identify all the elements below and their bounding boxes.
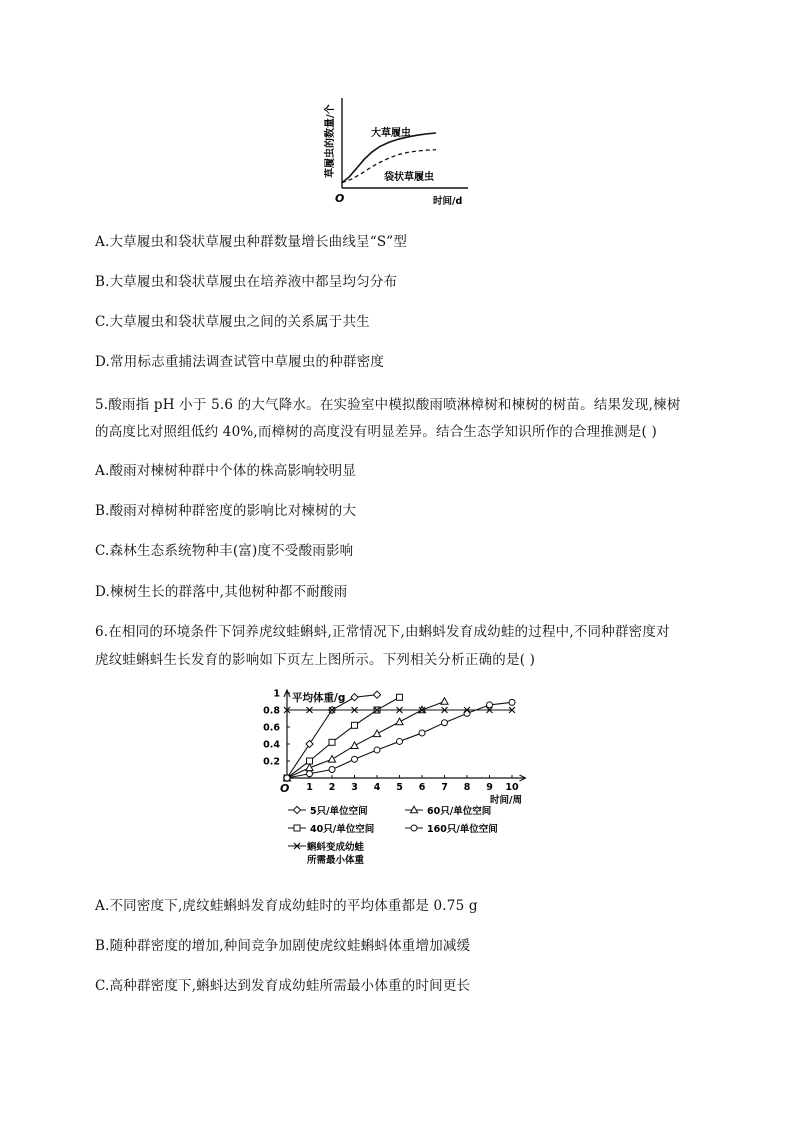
chart2-legend-marker-40 bbox=[294, 825, 300, 831]
chart2-point-160 bbox=[509, 699, 515, 705]
q4-option-c: C.大草履虫和袋状草履虫之间的关系属于共生 bbox=[95, 314, 370, 330]
chart2-line-40 bbox=[287, 697, 400, 778]
chart2-x-tick-label: 5 bbox=[396, 782, 403, 793]
chart2-point-160 bbox=[397, 738, 403, 744]
chart2-point-40 bbox=[329, 739, 335, 745]
chart2-point-5 bbox=[351, 694, 358, 701]
chart2-x-tick-label: 2 bbox=[328, 782, 336, 793]
chart2-point-60 bbox=[441, 698, 448, 705]
chart1-series-label-large: 大草履虫 bbox=[371, 128, 411, 139]
chart2-x-tick-label: 10 bbox=[505, 782, 519, 793]
chart2-ylabel: 平均体重/g bbox=[292, 692, 346, 704]
q5-option-a: A.酸雨对楝树种群中个体的株高影响较明显 bbox=[95, 463, 357, 479]
chart2-point-160 bbox=[374, 747, 380, 753]
q5-stem-line2: 的高度比对照组低约 40%,而樟树的高度没有明显差异。结合生态学知识所作的合理推测是( ) bbox=[95, 424, 657, 440]
chart2-point-60 bbox=[351, 742, 358, 749]
chart2-point-40 bbox=[397, 694, 403, 700]
chart2-legend-label-min-weight: 蝌蚪变成幼蛙所需最小体重 bbox=[307, 842, 365, 866]
chart1-origin: O bbox=[335, 192, 345, 205]
chart2-x-tick-label: 8 bbox=[463, 782, 471, 793]
q5-option-d: D.楝树生长的群落中,其他树种都不耐酸雨 bbox=[95, 584, 348, 600]
paramecium-chart bbox=[0, 0, 794, 215]
chart2-point-5 bbox=[373, 691, 380, 698]
chart2-legend-label-40: 40只/单位空间 bbox=[310, 824, 375, 835]
chart2-point-5 bbox=[306, 740, 313, 747]
chart2-x-tick-label: 3 bbox=[351, 782, 358, 793]
chart1-series-label-pouch: 袋状草履虫 bbox=[384, 172, 434, 183]
chart2-y-tick-label: 0.4 bbox=[263, 739, 280, 751]
chart2-point-60 bbox=[373, 730, 380, 737]
chart2-y-tick-label: 0.6 bbox=[263, 722, 280, 734]
chart2-x-tick-label: 7 bbox=[441, 782, 448, 793]
chart2-point-40 bbox=[352, 722, 358, 728]
chart2-point-160 bbox=[487, 702, 493, 708]
q5-option-c: C.森林生态系统物种丰(富)度不受酸雨影响 bbox=[95, 543, 354, 559]
q6-stem-line1: 6.在相同的环境条件下饲养虎纹蛙蝌蚪,正常情况下,由蝌蚪发育成幼蛙的过程中,不同种群密度对 bbox=[95, 624, 670, 640]
chart2-legend-marker-5 bbox=[293, 806, 300, 813]
chart2-y-tick-label: 1 bbox=[273, 688, 280, 700]
chart2-legend-label-160: 160只/单位空间 bbox=[427, 824, 498, 835]
chart2-point-60 bbox=[328, 756, 335, 763]
chart2-xlabel: 时间/周 bbox=[490, 795, 522, 806]
chart2-y-tick-label: 0.8 bbox=[263, 705, 280, 717]
chart2-x-tick-label: 9 bbox=[486, 782, 493, 793]
chart2-x-tick-label: 1 bbox=[306, 782, 313, 793]
q6-option-b: B.随种群密度的增加,种间竞争加剧使虎纹蛙蝌蚪体重增加减缓 bbox=[95, 938, 471, 954]
chart1-xlabel: 时间/d bbox=[433, 196, 463, 207]
chart2-legend-label-60: 60只/单位空间 bbox=[427, 806, 492, 817]
q4-option-a: A.大草履虫和袋状草履虫种群数量增长曲线呈“S”型 bbox=[95, 234, 408, 250]
chart2-y-tick-label: 0.2 bbox=[263, 756, 280, 768]
chart2-origin: O bbox=[280, 782, 290, 795]
chart2-legend-label-5: 5只/单位空间 bbox=[310, 806, 368, 817]
q6-stem-line2: 虎纹蛙蝌蚪生长发育的影响如下页左上图所示。下列相关分析正确的是( ) bbox=[95, 652, 536, 668]
chart2-x-tick-label: 6 bbox=[418, 782, 426, 793]
q5-option-b: B.酸雨对樟树种群密度的影响比对楝树的大 bbox=[95, 503, 357, 519]
chart2-point-160 bbox=[329, 767, 335, 773]
q5-stem-line1: 5.酸雨指 pH 小于 5.6 的大气降水。在实验室中模拟酸雨喷淋樟树和楝树的树苗。结果发现,楝树 bbox=[95, 397, 681, 413]
q6-option-a: A.不同密度下,虎纹蛙蝌蚪发育成幼蛙时的平均体重都是 0.75 g bbox=[95, 898, 478, 914]
chart2-point-160 bbox=[307, 771, 313, 777]
q4-option-d: D.常用标志重捕法调查试管中草履虫的种群密度 bbox=[95, 354, 385, 370]
chart1-ylabel: 草履虫的数量/个 bbox=[325, 104, 336, 178]
chart2-legend-marker-160 bbox=[411, 825, 417, 831]
tadpole-weight-chart bbox=[0, 682, 794, 872]
q4-option-b: B.大草履虫和袋状草履虫在培养液中都呈均匀分布 bbox=[95, 274, 398, 290]
q6-option-c: C.高种群密度下,蝌蚪达到发育成幼蛙所需最小体重的时间更长 bbox=[95, 978, 471, 994]
chart2-x-tick-label: 4 bbox=[373, 782, 381, 793]
chart2-point-160 bbox=[442, 720, 448, 726]
chart2-point-160 bbox=[419, 730, 425, 736]
chart2-point-160 bbox=[284, 775, 290, 781]
chart2-point-60 bbox=[396, 718, 403, 725]
chart2-point-160 bbox=[352, 756, 358, 762]
